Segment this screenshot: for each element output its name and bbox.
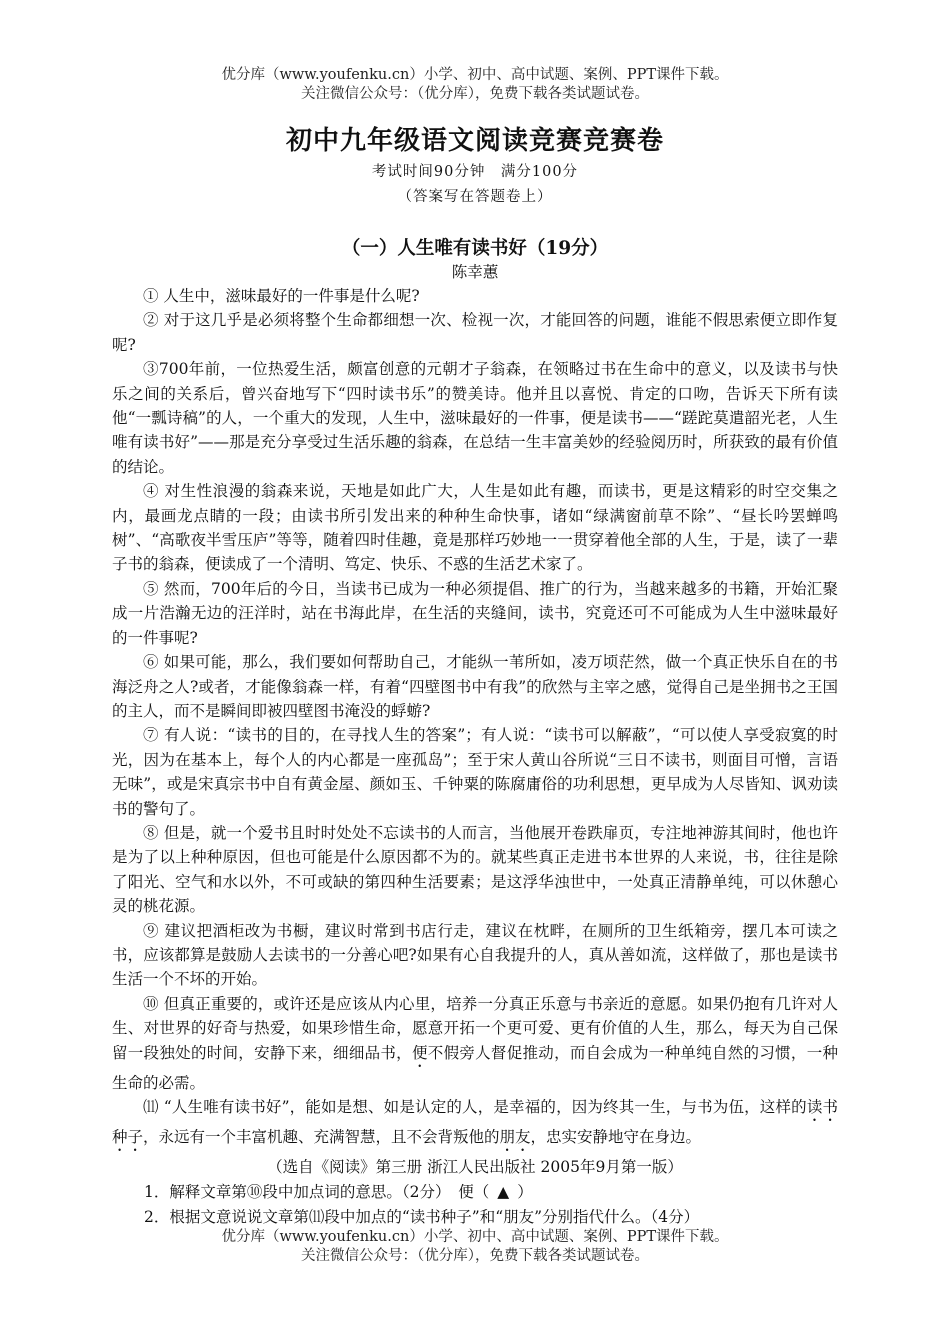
paragraph-9: ⑨ 建议把酒柜改为书橱，建议时常到书店行走，建议在枕畔，在厕所的卫生纸箱旁，摆几本可读之书，应该都算是鼓励人去读书的一分善心吧?如果有心自我提升的人，真从善如流，这样做了，那也是读书生活一个不坏的开始。 [112, 921, 838, 989]
paragraph-10-part-a: ⑩ 但真正重要的，或许还是应该从内心里，培养一分真正乐意与书亲近的意愿。如果仍抱有几许对人生、对世界的好奇与热爱，如果珍惜生命，愿意开拓一个更可爱、更有价值的人生，那么，每天为自己保留一段独处的时间，安静下来，细细品书， [112, 994, 838, 1062]
paragraph-11-part-a: ⑾ “人生唯有读书好”，能如是想、如是认定的人，是幸福的，因为终其一生，与书为伍，这样的 [143, 1098, 807, 1116]
answer-blank-marker: ▲ [497, 1183, 510, 1201]
paragraph-10 [112, 992, 838, 1095]
footer-line-1: 优分库（www.youfenku.cn）小学、初中、高中试题、案例、PPT课件下载。 [221, 1229, 729, 1245]
emphasized-word-bian: 便 [411, 1043, 428, 1062]
article-source: （选自《阅读》第三册 浙江人民出版社 2005年9月第一版） [267, 1158, 683, 1176]
page-footer [0, 1228, 950, 1266]
header-line-1: 优分库（www.youfenku.cn）小学、初中、高中试题、案例、PPT课件下载。 [221, 67, 729, 83]
paragraph-11-part-b: ，永远有一个丰富机趣、充满智慧，且不会背叛他的 [143, 1128, 500, 1146]
question-1-text: 1．解释文章第⑩段中加点词的意思。（2分） 便（ [144, 1183, 490, 1201]
paragraph-7: ⑦ 有人说：“读书的目的，在寻找人生的答案”；有人说：“读书可以解蔽”，“可以使人享受寂寞的时光，因为在基本上，每个人的内心都是一座孤岛”；至于宋人黄山谷所说“三日不读书，则面目可憎，言语无味”，或是宋真宗书中自有黄金屋、颜如玉、千钟粟的陈腐庸俗的功利思想，更早成为人尽皆知、讽劝读书的警句了。 [112, 726, 838, 818]
paragraph-10-part-b: 不假旁人督促推动，而自会成为一种单纯自然的习惯，一种生命的必需。 [112, 1043, 838, 1092]
paragraph-11 [112, 1095, 838, 1155]
header-line-2: 关注微信公众号：（优分库），免费下载各类试题试卷。 [301, 86, 649, 102]
question-1 [144, 1181, 533, 1203]
paragraph-3: ③700年前，一位热爱生活，颇富创意的元朝才子翁森，在领略过书在生命中的意义，以及读书与快乐之间的关系后，曾兴奋地写下“四时读书乐”的赞美诗。他并且以喜悦、肯定的口吻，告诉天下所有读他“一瓢诗稿”的人，一个重大的发现，人生中，滋味最好的一件事，便是读书——“蹉跎莫遣韶光老，人生唯有读书好”——那是充分享受过生活乐趣的翁森，在总结一生丰富美妙的经验阅历时，所获致的最有价值的结论。 [112, 360, 838, 476]
paragraph-4: ④ 对生性浪漫的翁森来说，天地是如此广大，人生是如此有趣，而读书，更是这精彩的时空交集之内，最画龙点睛的一段；由读书所引发出来的种种生命快事，诸如“绿满窗前草不除”、“昼长吟罢蝉鸣树”、“高歌夜半雪压庐”等等，随着四时佳趣，竟是那样巧妙地一一贯穿着他全部的人生，于是，读了一辈子书的翁森，便读成了一个清明、笃定、快乐、不惑的生活艺术家了。 [112, 482, 838, 574]
section-heading: （一）人生唯有读书好（19分） [341, 238, 609, 259]
exam-answer-note: （答案写在答题卷上） [397, 189, 553, 205]
article-author: 陈幸蕙 [451, 263, 499, 281]
emphasized-phrase-reading-seed: 读书种子 [112, 1098, 838, 1146]
question-1-close: ） [517, 1183, 533, 1201]
paragraph-1: ① 人生中，滋味最好的一件事是什么呢? [143, 287, 420, 305]
exam-time-info: 考试时间90分钟 满分100分 [371, 164, 579, 180]
exam-title: 初中九年级语文阅读竞赛竞赛卷 [285, 126, 664, 156]
article-body [112, 284, 838, 1155]
page-header [0, 66, 950, 104]
paragraph-5: ⑤ 然而，700年后的今日，当读书已成为一种必须提倡、推广的行为，当越来越多的书籍，开始汇聚成一片浩瀚无边的汪洋时，站在书海此岸，在生活的夹缝间，读书，究竟还可不可能成为人生中滋味最好的一件事呢? [112, 579, 838, 647]
paragraph-6: ⑥ 如果可能，那么，我们要如何帮助自己，才能纵一苇所如，凌万顷茫然，做一个真正快乐自在的书海泛舟之人?或者，才能像翁森一样，有着“四壁图书中有我”的欣然与主宰之感，觉得自己是坐拥书之王国的主人，而不是瞬间即被四壁图书淹没的蜉蝣? [112, 653, 838, 720]
emphasized-word-friend: 朋友 [499, 1128, 531, 1146]
paragraph-11-part-c: ，忠实安静地守在身边。 [530, 1128, 702, 1146]
paragraph-8: ⑧ 但是，就一个爱书且时时处处不忘读书的人而言，当他展开卷跌扉页，专注地神游其间时，他也许是为了以上种种原因，但也可能是什么原因都不为的。就某些真正走进书本世界的人来说，书，往往是除了阳光、空气和水以外，不可或缺的第四种生活要素；是这浮华浊世中，一处真正清静单纯，可以休憩心灵的桃花源。 [112, 823, 838, 916]
footer-line-2: 关注微信公众号：（优分库），免费下载各类试题试卷。 [301, 1248, 649, 1264]
question-2: 2．根据文意说说文章第⑾段中加点的“读书种子”和“朋友”分别指代什么。（4分） [144, 1208, 700, 1226]
paragraph-2: ② 对于这几乎是必须将整个生命都细想一次、检视一次，才能回答的问题，谁能不假思索便立即作复呢? [112, 311, 838, 354]
